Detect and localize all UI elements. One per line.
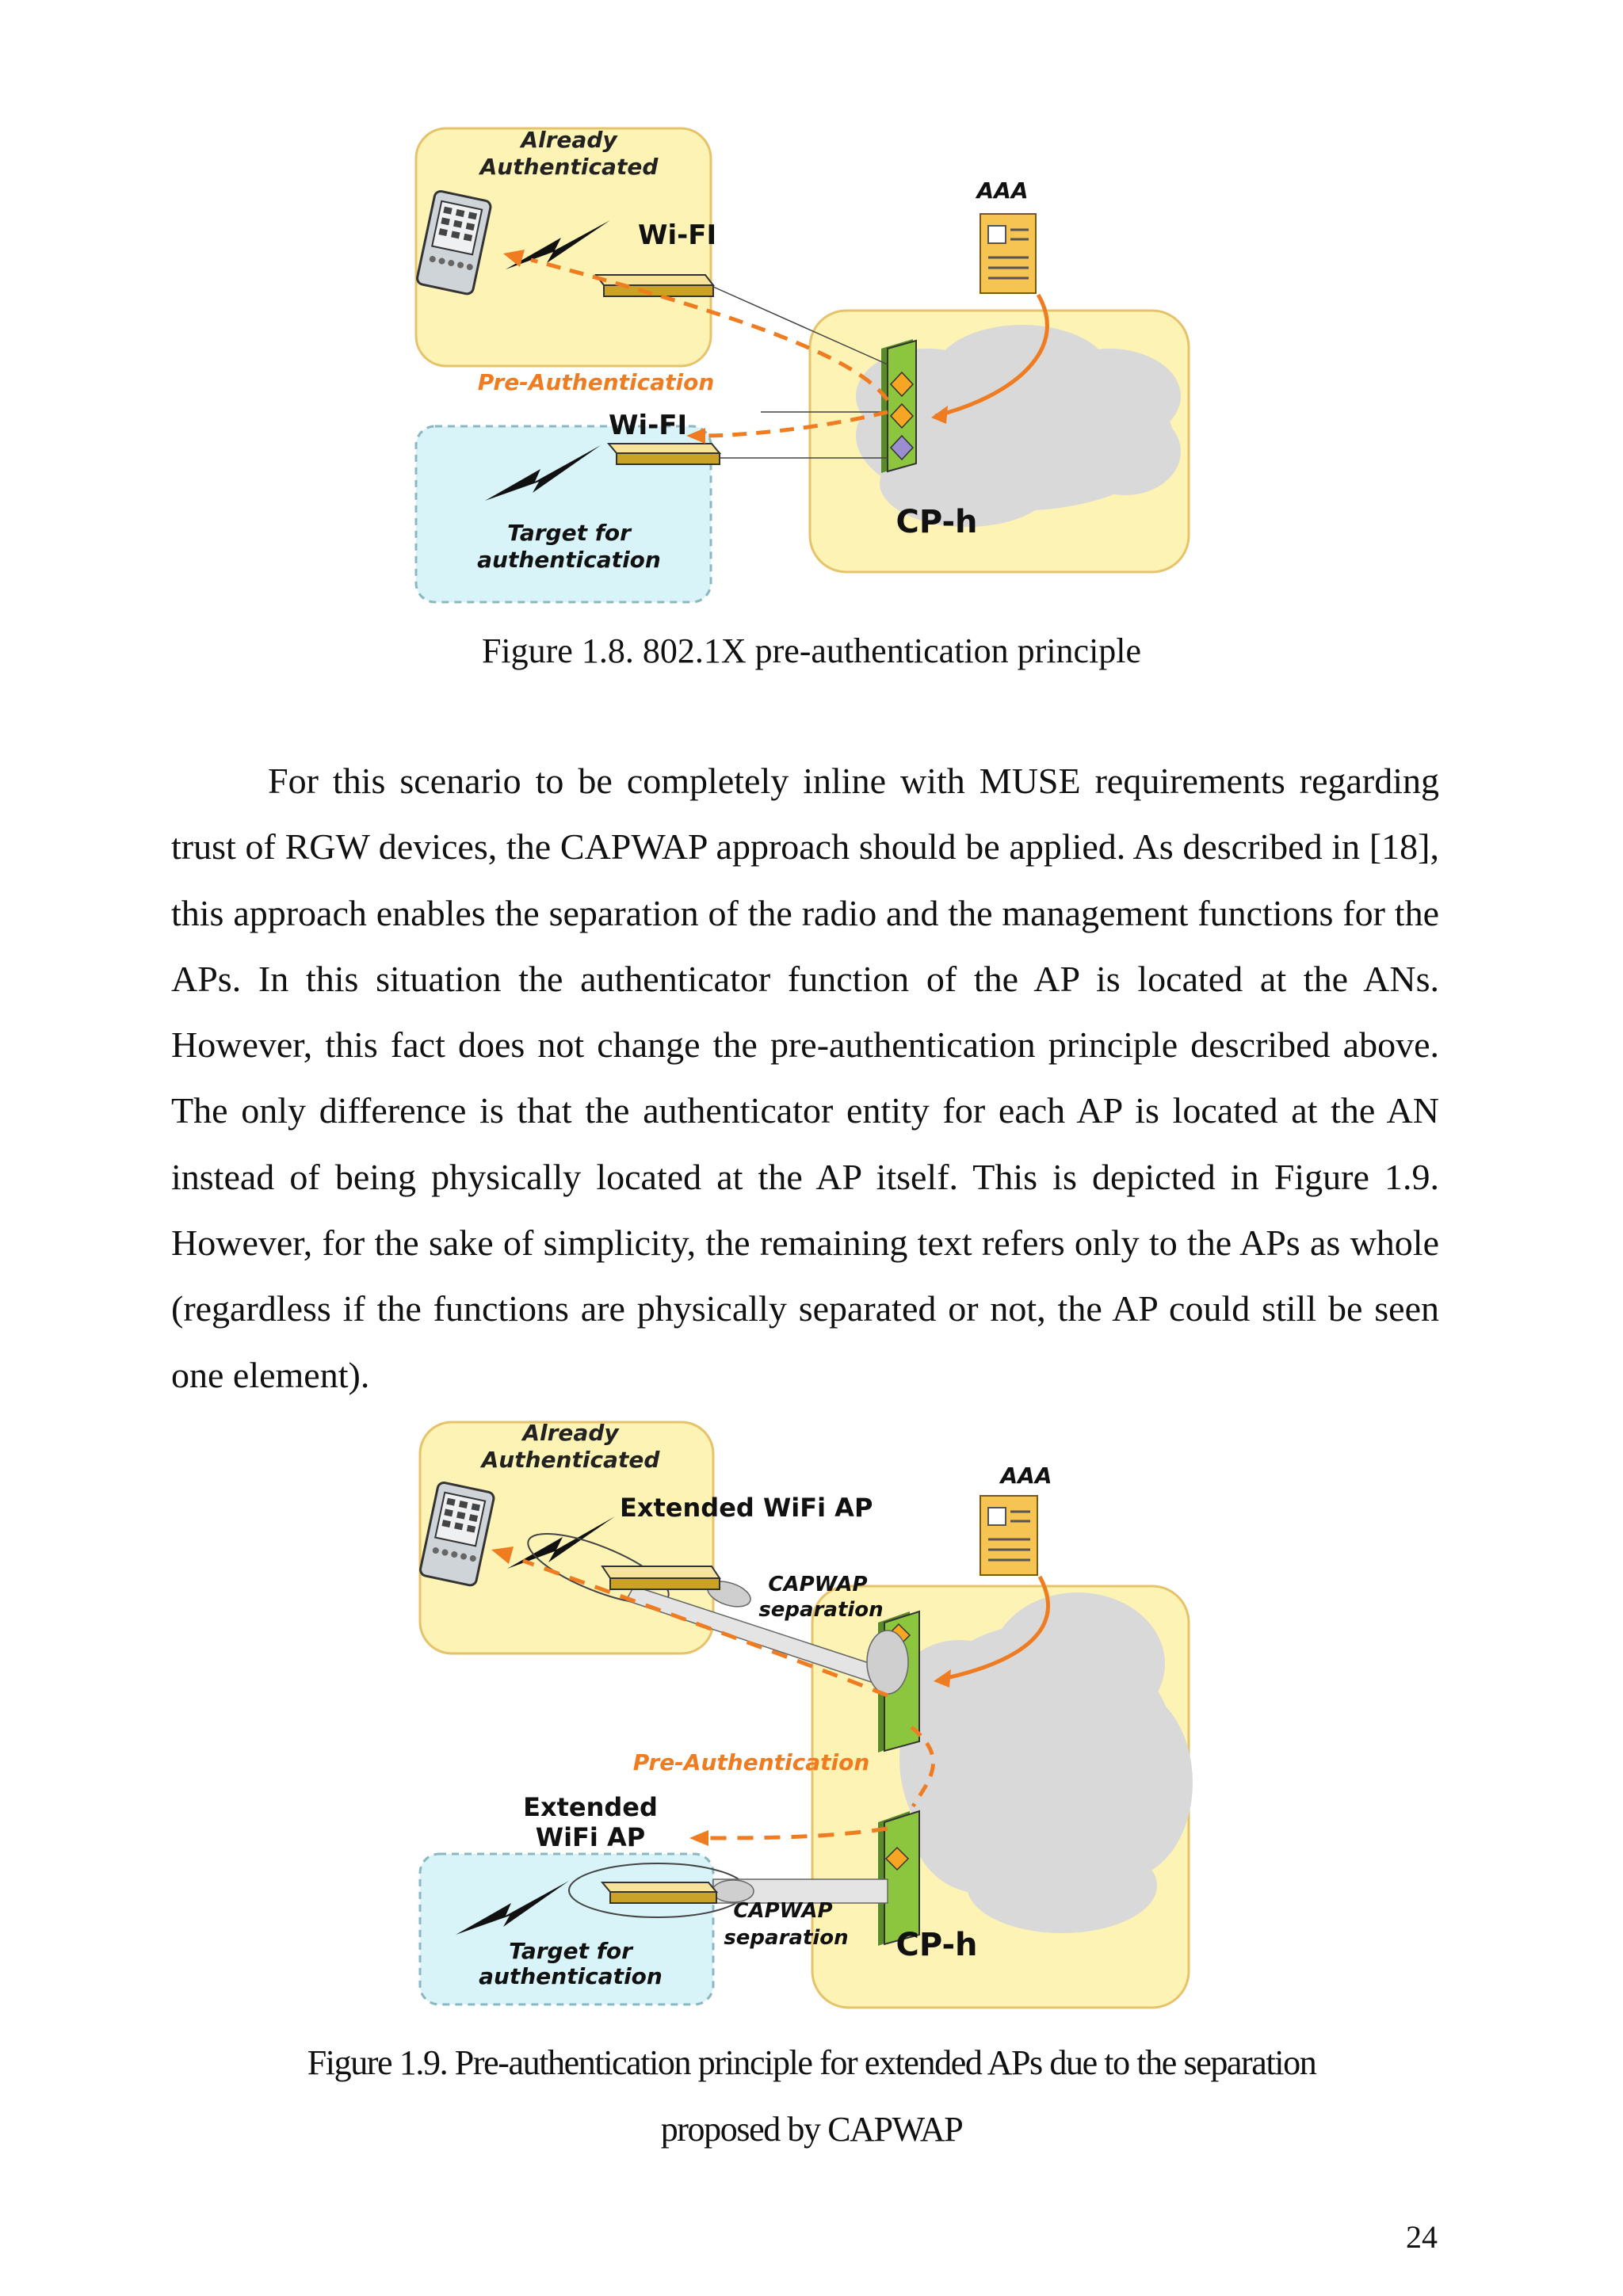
authenticator-device-icon [881,339,916,473]
access-point-bottom-icon [602,1882,716,1903]
capwap-bottom-label-2: separation [724,1926,849,1950]
access-point-top-icon [602,1566,720,1589]
figure-1-9 [412,1410,1205,2012]
wifi-top-label: Wi-FI [638,219,717,251]
figure-1-8 [412,119,1205,610]
aaa-label: AAA [1000,1463,1052,1489]
target-label-1: Target for [507,520,631,546]
wifi-bottom-label: Wi-FI [609,410,688,441]
extended-wifi-ap-top-label: Extended WiFi AP [620,1493,873,1523]
figure-1-9-caption-line-1: Figure 1.9. Pre-authentication principle for extended APs due to the separation [307,2043,1316,2082]
figure-1-8-caption: Figure 1.8. 802.1X pre-authentication principle [481,631,1142,670]
pre-authentication-label: Pre-Authentication [632,1749,870,1775]
extended-ap-diagram [412,1410,1205,2012]
already-authenticated-label-2: Authenticated [481,1447,660,1473]
pre-authentication-label: Pre-Authentication [477,369,715,395]
authenticator-device-bottom-icon [878,1811,919,1946]
target-label-2: authentication [479,1963,663,1989]
body-paragraph-container [171,748,1439,1408]
capwap-bottom-label-1: CAPWAP [733,1899,833,1923]
body-paragraph: For this scenario to be completely inline with MUSE requirements regarding trust of RGW devices, the CAPWAP approach should be applied. As described in [18], this approach enables the separation of the radio and the management functions for the APs. In this situation the authenticator function of the AP is located at the ANs. However, this fact does not change the pre-authentication principle described above. The only difference is that the authenticator entity for each AP is located at the AN instead of being physically located at the AP itself. This is depicted in Figure 1.9. However, for the sake of simplicity, the remaining text refers only to the APs as whole (regardless if the functions are physically separated or not, the AP could still be seen one element). [171,761,1439,1395]
capwap-top-label-1: CAPWAP [768,1573,868,1596]
already-authenticated-label-2: Authenticated [479,154,659,180]
pre-authentication-diagram [412,119,1205,610]
cph-label: CP-h [896,504,978,540]
capwap-top-label-2: separation [758,1598,884,1622]
page-number: 24 [1406,2219,1438,2255]
cph-label: CP-h [896,1927,978,1963]
figure-1-9-caption-line-2: proposed by CAPWAP [660,2110,963,2149]
already-authenticated-label-1: Already [521,127,617,153]
access-point-top-icon [596,275,713,296]
aaa-server-icon [980,214,1036,293]
target-label-2: authentication [477,547,661,573]
target-label-1: Target for [509,1938,632,1964]
aaa-label: AAA [976,177,1029,204]
access-point-bottom-icon [609,444,720,464]
extended-bottom-label-1: Extended [523,1792,658,1822]
already-authenticated-label-1: Already [522,1420,619,1446]
extended-bottom-label-2: WiFi AP [535,1822,646,1852]
aaa-server-icon [980,1496,1037,1575]
